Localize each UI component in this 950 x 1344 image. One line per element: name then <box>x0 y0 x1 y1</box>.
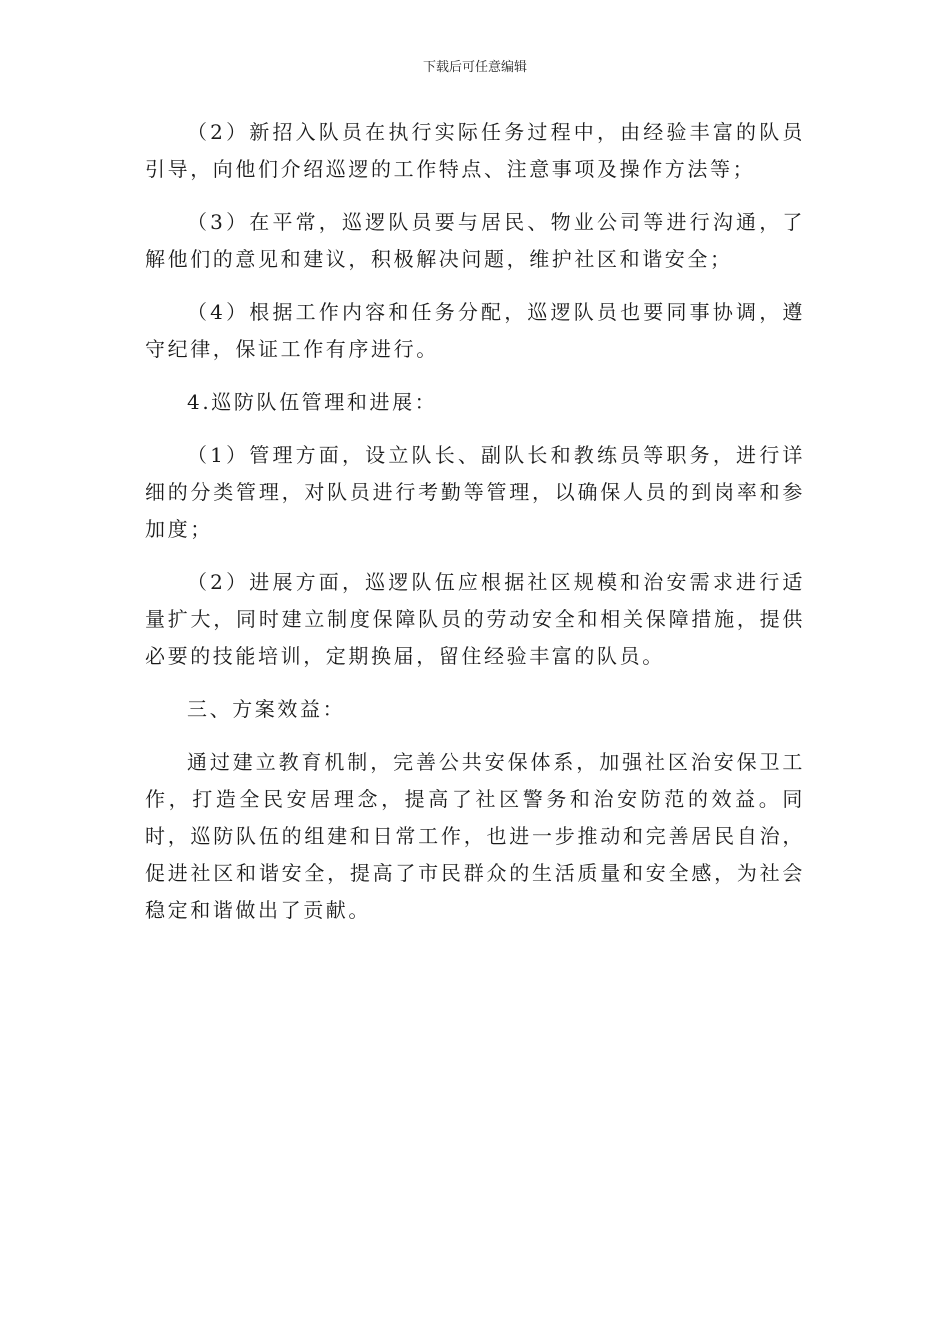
section-heading-team-management: 4.巡防队伍管理和进展： <box>187 390 438 414</box>
section-heading-benefits: 三、方案效益： <box>187 697 346 721</box>
paragraph-management: （1）管理方面，设立队长、副队长和教练员等职务，进行详细的分类管理，对队员进行考勤等管理，以确保人员的到岗率和参加度； <box>145 443 805 541</box>
paragraph-coordination: （4）根据工作内容和任务分配，巡逻队员也要同事协调，遵守纪律，保证工作有序进行。 <box>145 300 805 361</box>
paragraph-benefits: 通过建立教育机制，完善公共安保体系，加强社区治安保卫工作，打造全民安居理念，提高了社区警务和治安防范的效益。同时，巡防队伍的组建和日常工作，也进一步推动和完善居民自治，促进社区和谐安全，提高了市民群众的生活质量和安全感，为社会稳定和谐做出了贡献。 <box>145 750 805 922</box>
paragraph-development: （2）进展方面，巡逻队伍应根据社区规模和治安需求进行适量扩大，同时建立制度保障队员的劳动安全和相关保障措施，提供必要的技能培训，定期换届，留住经验丰富的队员。 <box>145 570 805 668</box>
document-body <box>145 114 805 945</box>
paragraph-training-guidance: （2）新招入队员在执行实际任务过程中，由经验丰富的队员引导，向他们介绍巡逻的工作特点、注意事项及操作方法等； <box>145 120 805 181</box>
paragraph-communication: （3）在平常，巡逻队员要与居民、物业公司等进行沟通，了解他们的意见和建议，积极解决问题，维护社区和谐安全； <box>145 210 805 271</box>
header-note: 下载后可任意编辑 <box>422 60 527 75</box>
